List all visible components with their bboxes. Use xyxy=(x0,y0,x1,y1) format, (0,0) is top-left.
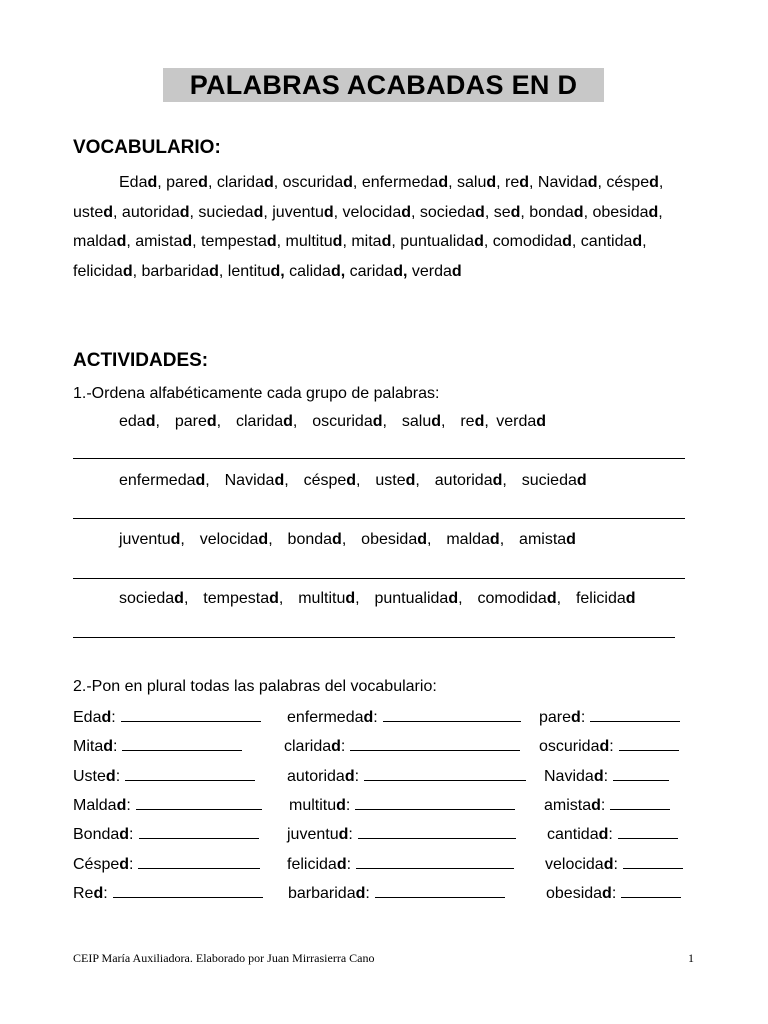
vocabulary-word xyxy=(420,204,485,221)
word-stem: amista xyxy=(135,233,183,250)
word-stem: verda xyxy=(411,262,452,280)
plural-item: Bondad: xyxy=(73,824,259,844)
word-ending: d xyxy=(122,262,133,280)
word-stem: clarida xyxy=(284,738,332,756)
word-ending: d xyxy=(270,262,281,280)
word-stem: obesida xyxy=(546,884,603,902)
plural-answer-blank[interactable] xyxy=(619,736,679,751)
word-stem: mita xyxy=(351,233,382,250)
word-ending: d xyxy=(599,738,610,756)
word-stem: cantida xyxy=(580,233,633,250)
vocabulary-word xyxy=(494,204,521,221)
word-stem: enfermeda xyxy=(119,472,196,489)
word-stem: felicida xyxy=(287,855,337,873)
plural-answer-blank[interactable] xyxy=(121,707,261,722)
vocabulary-word xyxy=(505,174,529,191)
word-stem: re xyxy=(505,174,520,191)
page-title: PALABRAS ACABADAS EN D xyxy=(163,68,604,102)
word-ending: d xyxy=(103,738,114,756)
word-ending: d xyxy=(170,531,181,548)
word-stem: Navida xyxy=(224,472,275,489)
word-stem: Eda xyxy=(119,174,148,191)
plural-row xyxy=(73,766,713,788)
word-stem: socieda xyxy=(119,590,175,607)
plural-item: juventud: xyxy=(287,824,516,844)
word-stem: socieda xyxy=(419,203,476,221)
plural-row xyxy=(73,824,713,846)
vocabulary-word xyxy=(198,204,263,221)
vocabulary-word xyxy=(592,204,658,221)
word-stem: comodida xyxy=(492,233,563,250)
word-stem: autorida xyxy=(287,767,345,785)
vocabulary-list: Edad, pared, claridad, oscuridad, enfermedad, salud, red, Navidad, césped, usted, autoridad, suciedad, juventud, velocidad, sociedad, sed, bondad, obesidad, maldad, amistad, tempestad, multitud, mitad, puntualidad, comodidad, cantidad, felicidad, barbaridad, lentitud, calidad, caridad, verdad xyxy=(73,174,664,280)
plural-answer-blank[interactable] xyxy=(610,795,670,810)
plural-item: obesidad: xyxy=(546,883,681,903)
word-stem: bonda xyxy=(287,531,333,548)
word-stem: felicida xyxy=(73,262,123,280)
word-ending: d xyxy=(566,531,576,548)
word-stem: enfermeda xyxy=(361,174,439,191)
word-stem: carida xyxy=(349,262,394,280)
word-stem: se xyxy=(493,203,511,221)
word-ending: d xyxy=(116,796,127,814)
answer-line[interactable] xyxy=(73,637,675,638)
plural-row xyxy=(73,854,713,876)
word-ending: d xyxy=(355,884,366,902)
word-stem: pare xyxy=(166,174,199,191)
word-stem: multitu xyxy=(285,233,333,250)
word-group: enfermedad, Navidad, césped, usted, autoridad, suciedad xyxy=(119,472,587,489)
plural-item: multitud: xyxy=(289,795,515,815)
plural-item: enfermedad: xyxy=(287,707,521,727)
word-ending: d xyxy=(648,203,659,221)
plural-answer-blank[interactable] xyxy=(350,736,520,751)
word-ending: d xyxy=(147,174,158,191)
word-ending: d xyxy=(372,413,383,430)
vocabulary-word xyxy=(272,204,333,221)
plural-answer-blank[interactable] xyxy=(139,824,259,839)
word-ending: d xyxy=(448,590,459,607)
word-ending: d xyxy=(510,203,521,221)
word-ending: d xyxy=(93,884,104,902)
word-ending: d xyxy=(198,174,208,191)
word-ending: d xyxy=(336,796,346,814)
word-stem: cantida xyxy=(547,826,599,844)
word-stem: oscurida xyxy=(312,413,373,430)
page-number: 1 xyxy=(688,951,694,965)
plural-item: Red: xyxy=(73,883,263,903)
vocabulary-word xyxy=(166,174,208,191)
word-stem: clarida xyxy=(235,413,284,430)
plural-row xyxy=(73,707,713,729)
word-stem: tempesta xyxy=(203,590,270,607)
word-ending: d xyxy=(363,709,374,726)
word-ending: d xyxy=(562,233,572,250)
word-ending: d xyxy=(101,709,112,726)
word-ending: d xyxy=(266,233,277,250)
word-stem: Bonda xyxy=(73,826,120,844)
word-stem: autorida xyxy=(434,472,493,489)
vocabulary-word xyxy=(73,233,126,250)
word-ending: d xyxy=(475,203,485,221)
word-ending: d xyxy=(263,174,274,191)
word-ending: d xyxy=(330,262,341,280)
activities-heading: ACTIVIDADES: xyxy=(73,350,209,371)
word-stem: verda xyxy=(496,413,537,430)
word-ending: d xyxy=(593,767,604,785)
word-stem: céspe xyxy=(606,174,650,191)
word-stem: calida xyxy=(289,262,331,280)
word-stem: barbarida xyxy=(288,884,356,902)
word-stem: salu xyxy=(456,174,487,191)
plural-row xyxy=(73,736,713,758)
vocabulary-word xyxy=(201,233,277,250)
word-group: edad, pared, claridad, oscuridad, salud, red, verdad xyxy=(119,413,547,430)
word-ending: d xyxy=(625,590,636,607)
word-stem: comodida xyxy=(477,590,547,607)
word-ending: d xyxy=(381,233,392,250)
plural-answer-blank[interactable] xyxy=(113,883,263,898)
word-stem: juventu xyxy=(287,826,339,844)
word-stem: Malda xyxy=(73,796,117,814)
plural-row xyxy=(73,883,713,905)
word-stem: barbarida xyxy=(141,262,210,280)
word-ending: d xyxy=(116,233,127,250)
word-ending: d xyxy=(486,174,497,191)
plural-item: barbaridad: xyxy=(288,883,505,903)
word-ending: d xyxy=(332,233,343,250)
word-stem: malda xyxy=(446,531,490,548)
vocabulary-word xyxy=(606,174,658,191)
word-ending: d xyxy=(174,590,184,607)
vocabulary-word xyxy=(119,174,157,191)
word-ending: d xyxy=(489,531,500,548)
word-ending: d xyxy=(591,796,601,814)
vocabulary-word xyxy=(493,233,572,250)
plural-answer-blank[interactable] xyxy=(383,707,521,722)
word-ending: d xyxy=(283,413,293,430)
plural-item: claridad: xyxy=(284,736,520,756)
word-stem: malda xyxy=(73,233,117,250)
word-stem: bonda xyxy=(529,203,574,221)
vocabulary-heading: VOCABULARIO: xyxy=(73,137,221,158)
plural-item: Edad: xyxy=(73,707,261,727)
word-stem: velocida xyxy=(545,855,604,873)
word-ending: d xyxy=(417,531,427,548)
word-ending: d xyxy=(451,262,462,280)
word-stem: uste xyxy=(375,472,406,489)
word-stem: pare xyxy=(539,709,572,726)
word-ending: d xyxy=(431,413,441,430)
plural-item: Mitad: xyxy=(73,736,242,756)
word-ending: d xyxy=(332,531,342,548)
plural-item: velocidad: xyxy=(545,854,683,874)
word-stem: clarida xyxy=(216,174,264,191)
word-ending: d xyxy=(401,203,411,221)
word-ending: d xyxy=(492,472,503,489)
word-stem: juventu xyxy=(272,203,324,221)
word-ending: d xyxy=(206,413,217,430)
vocabulary-word xyxy=(529,204,583,221)
vocabulary-word xyxy=(350,263,403,280)
plural-answer-blank[interactable] xyxy=(623,854,683,869)
plural-row xyxy=(73,795,713,817)
word-stem: multitu xyxy=(289,796,337,814)
plural-item: Maldad: xyxy=(73,795,262,815)
word-ending: d xyxy=(274,472,285,489)
plural-item: amistad: xyxy=(544,795,670,815)
word-ending: d xyxy=(598,826,609,844)
word-stem: felicida xyxy=(575,590,626,607)
plural-item: Césped: xyxy=(73,854,260,874)
word-stem: amista xyxy=(519,531,567,548)
word-ending: d xyxy=(576,472,587,489)
vocabulary-word xyxy=(283,174,353,191)
plural-item: Usted: xyxy=(73,766,255,786)
word-stem: tempesta xyxy=(201,233,267,250)
plural-item: Navidad: xyxy=(544,766,669,786)
vocabulary-word xyxy=(286,233,343,250)
word-ending: d xyxy=(258,531,269,548)
word-stem: Céspe xyxy=(73,855,120,873)
plural-answer-blank[interactable] xyxy=(138,854,260,869)
word-ending: d xyxy=(602,884,612,902)
plural-answer-blank[interactable] xyxy=(125,766,255,781)
word-stem: enfermeda xyxy=(287,709,364,726)
word-stem: obesida xyxy=(592,203,649,221)
word-ending: d xyxy=(438,174,449,191)
word-ending: d xyxy=(345,590,356,607)
vocabulary-word xyxy=(135,233,192,250)
word-ending: d xyxy=(573,203,584,221)
word-stem: sucieda xyxy=(198,203,254,221)
word-stem: salu xyxy=(401,413,432,430)
word-ending: d xyxy=(344,767,355,785)
vocabulary-word xyxy=(73,263,133,280)
vocabulary-word xyxy=(343,204,411,221)
vocabulary-word xyxy=(538,174,598,191)
word-stem: uste xyxy=(73,203,104,221)
word-group: sociedad, tempestad, multitud, puntualidad, comodidad, felicidad xyxy=(119,590,636,607)
word-stem: velocida xyxy=(342,203,402,221)
word-ending: d xyxy=(474,233,484,250)
vocabulary-word xyxy=(289,263,341,280)
word-ending: d xyxy=(393,262,403,280)
plural-answer-blank[interactable] xyxy=(590,707,680,722)
word-stem: amista xyxy=(544,796,592,814)
word-ending: d xyxy=(105,767,116,785)
word-ending: d xyxy=(336,855,347,873)
word-stem: velocida xyxy=(199,531,259,548)
word-stem: puntualida xyxy=(400,233,475,250)
plural-answer-blank[interactable] xyxy=(375,883,505,898)
word-ending: d xyxy=(546,590,557,607)
plural-answer-blank[interactable] xyxy=(621,883,681,898)
word-stem: Uste xyxy=(73,767,106,785)
activity-1-instruction: 1.-Ordena alfabéticamente cada grupo de palabras: xyxy=(73,385,440,402)
word-ending: d xyxy=(405,472,416,489)
answer-line[interactable] xyxy=(73,458,685,459)
plural-item: cantidad: xyxy=(547,824,678,844)
activity-2-instruction: 2.-Pon en plural todas las palabras del vocabulario: xyxy=(73,678,437,695)
word-stem: eda xyxy=(119,413,146,430)
word-ending: d xyxy=(474,413,485,430)
word-ending: d xyxy=(209,262,219,280)
word-stem: oscurida xyxy=(282,174,344,191)
word-ending: d xyxy=(536,413,547,430)
vocabulary-word xyxy=(351,233,391,250)
plural-answer-blank[interactable] xyxy=(122,736,242,751)
plural-answer-blank[interactable] xyxy=(358,824,516,839)
plural-answer-blank[interactable] xyxy=(356,854,514,869)
word-ending: d xyxy=(103,203,114,221)
word-ending: d xyxy=(632,233,643,250)
word-stem: sucieda xyxy=(521,472,577,489)
answer-line[interactable] xyxy=(73,518,685,519)
vocabulary-word xyxy=(228,263,280,280)
vocabulary-word xyxy=(581,233,642,250)
vocabulary-word xyxy=(412,263,462,280)
word-stem: re xyxy=(460,413,475,430)
plural-answer-blank[interactable] xyxy=(364,766,526,781)
word-stem: obesida xyxy=(361,531,418,548)
word-ending: d xyxy=(338,826,349,844)
plural-item: felicidad: xyxy=(287,854,514,874)
word-stem: Re xyxy=(73,884,94,902)
word-ending: d xyxy=(331,738,341,756)
word-stem: juventu xyxy=(119,531,171,548)
word-stem: Eda xyxy=(73,709,102,726)
plural-answer-blank[interactable] xyxy=(613,766,669,781)
word-ending: d xyxy=(603,855,614,873)
answer-line[interactable] xyxy=(73,578,685,579)
word-ending: d xyxy=(587,174,598,191)
word-ending: d xyxy=(253,203,264,221)
vocabulary-word xyxy=(217,174,274,191)
word-ending: d xyxy=(145,413,156,430)
word-stem: autorida xyxy=(121,203,180,221)
vocabulary-word xyxy=(122,204,190,221)
plural-item: oscuridad: xyxy=(539,736,679,756)
plural-item: autoridad: xyxy=(287,766,526,786)
word-ending: d xyxy=(119,826,130,844)
plural-answer-blank[interactable] xyxy=(136,795,262,810)
plural-item: pared: xyxy=(539,707,680,727)
word-stem: céspe xyxy=(303,472,347,489)
word-ending: d xyxy=(119,855,130,873)
word-stem: Navida xyxy=(544,767,594,785)
word-ending: d xyxy=(649,174,659,191)
vocabulary-word xyxy=(457,174,496,191)
word-stem: multitu xyxy=(298,590,346,607)
word-group: juventud, velocidad, bondad, obesidad, maldad, amistad xyxy=(119,531,576,548)
word-ending: d xyxy=(179,203,190,221)
word-stem: Navida xyxy=(537,174,588,191)
word-ending: d xyxy=(182,233,193,250)
word-ending: d xyxy=(343,174,353,191)
word-ending: d xyxy=(323,203,334,221)
word-ending: d xyxy=(346,472,357,489)
word-stem: oscurida xyxy=(539,738,600,756)
word-ending: d xyxy=(269,590,279,607)
vocabulary-word xyxy=(400,233,484,250)
vocabulary-word xyxy=(73,204,113,221)
plural-answer-blank[interactable] xyxy=(355,795,515,810)
word-stem: Mita xyxy=(73,738,104,756)
vocabulary-word xyxy=(141,263,218,280)
word-stem: puntualida xyxy=(374,590,449,607)
word-stem: pare xyxy=(174,413,207,430)
vocabulary-word xyxy=(362,174,448,191)
footer-credit: CEIP María Auxiliadora. Elaborado por Juan Mirrasierra Cano xyxy=(73,951,375,965)
plural-answer-blank[interactable] xyxy=(618,824,678,839)
word-ending: d xyxy=(519,174,530,191)
word-stem: lentitu xyxy=(227,262,271,280)
word-ending: d xyxy=(571,709,581,726)
word-ending: d xyxy=(195,472,206,489)
